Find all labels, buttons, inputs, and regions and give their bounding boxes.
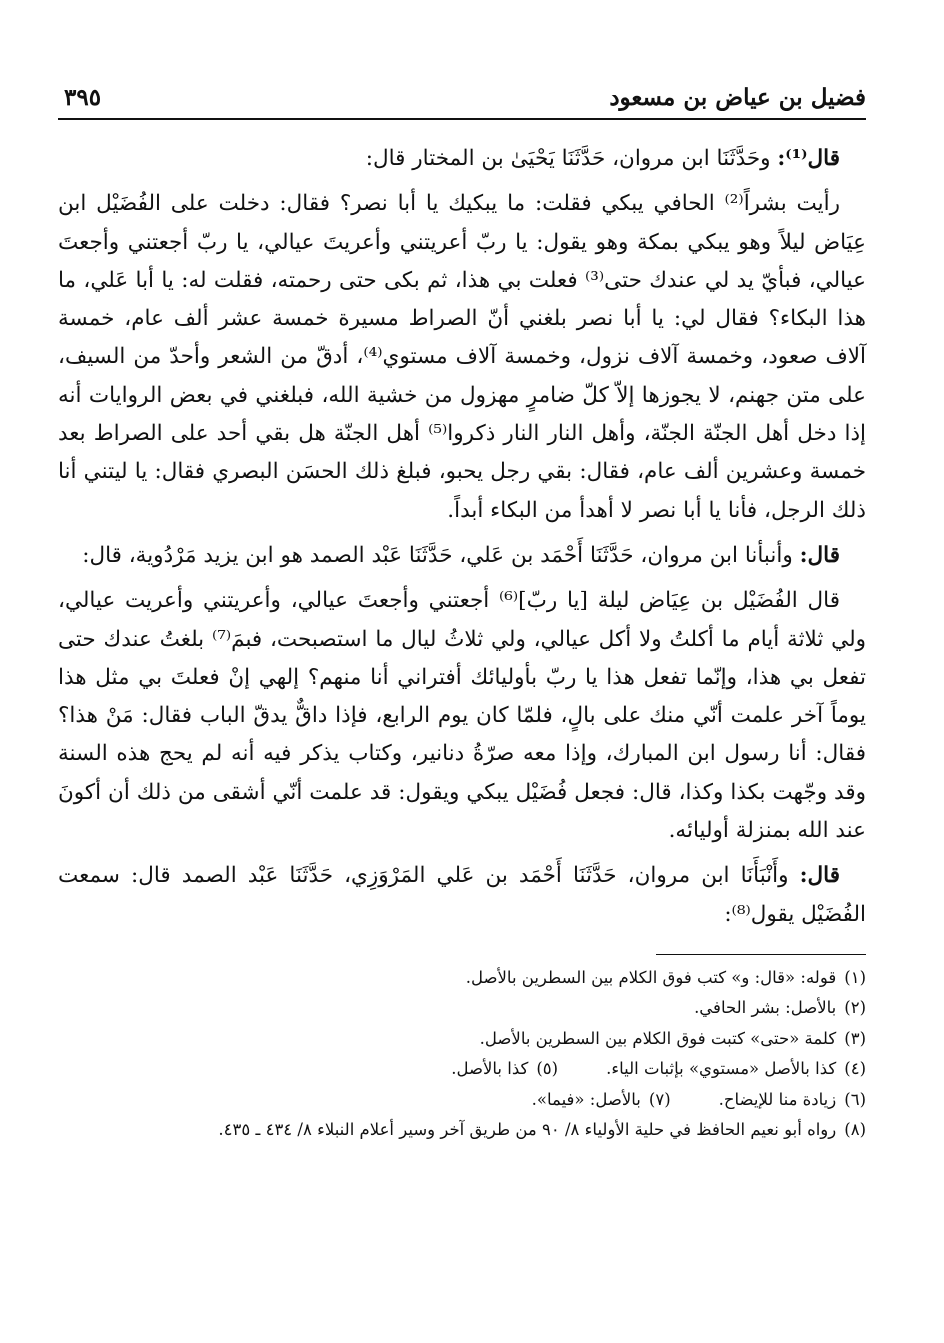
paragraph-text: قال الفُضَيْل بن عِيَاض ليلة [يا ربّ]⁽⁶⁾ أجعتني وأجعتَ عيالي، وأعريتني وأعريت عيالي، ولي ثلاثة أيام ما أكلتُ ولا أكل عيالي، ولي ثلاثُ ليال ما استصبحت، فبمَ⁽⁷⁾ بلغتُ عندك حتى تفعل بي هذا، وإنّما تفعل هذا يا ربّ بأوليائك أفتراني أنا منهم؟ إلهي إنْ فعلتَ بي مثل هذا يوماً آخر علمت أنّي منك على بالٍ، فلمّا كان يوم الرابع، فإذا داقٌّ يدقّ الباب فقال: مَنْ هذا؟ فقال: أنا رسول ابن المبارك، وإذا معه صرّةُ دنانير، وكتاب يذكر فيه أنه لم يحج هذه السنة وقد وجّهت بكذا وكذا، قال: فجعل فُضَيْل يبكي ويقول: قد علمت أنّي أشقى من ذلك أن أكونَ عند الله بمنزلة أوليائه. <box>58 588 866 844</box>
footnote-text: زيادة منا للإيضاح. <box>718 1089 837 1109</box>
footnote-number: (٥) <box>536 1059 559 1079</box>
paragraph <box>58 185 866 530</box>
footnote-text: قوله: «قال: و» كتب فوق الكلام بين السطرين بالأصل. <box>465 967 837 987</box>
footnote-number: (٦) <box>844 1089 866 1109</box>
footnote-text: كلمة «حتى» كتبت فوق الكلام بين السطرين بالأصل. <box>479 1028 837 1048</box>
paragraph <box>58 537 866 575</box>
footnote-number: (٣) <box>844 1028 866 1048</box>
paragraph-text: وأنبأنا ابن مروان، حَدَّثَنَا أَحْمَد بن عَلي، حَدَّثَنَا عَبْد الصمد هو ابن يزيد مَرْدُوية، قال: <box>82 542 800 568</box>
footnote-text: كذا بالأصل. <box>451 1059 529 1079</box>
footnote-divider <box>656 954 866 955</box>
page <box>58 78 866 1146</box>
paragraph-text: وحَدَّثَنَا ابن مروان، حَدَّثَنَا يَحْيَىٰ بن المختار قال: <box>365 146 778 171</box>
footnote-text: كذا بالأصل «مستوي» بإثبات الياء. <box>606 1059 837 1079</box>
paragraph-text: وأَنْبَأَنَا ابن مروان، حَدَّثَنَا أَحْمَد بن عَلي المَرْوَزِي، حَدَّثَنَا عَبْد الصمد قال: سمعت الفُضَيْل يقول⁽⁸⁾: <box>58 863 866 927</box>
footnote-text: بالأصل: بشر الحافي. <box>694 998 837 1018</box>
footnote <box>58 1115 866 1146</box>
footnote-number: (٤) <box>844 1059 866 1079</box>
paragraph-text: رأيت بشراً⁽²⁾ الحافي يبكي فقلت: ما يبكيك يا أبا نصر؟ فقال: دخلت على الفُضَيْل ابن عِيَاض ليلاً وهو يبكي بمكة وهو يقول: يا ربّ أعريتني وأعريتَ عيالي، يا ربّ أجعتني وأجعتَ عيالي، فبأيّ يد لي عندك حتى⁽³⁾ فعلت بي هذا، ثم بكى حتى رحمته، فقلت له: يا أبا عَلي، ما هذا البكاء؟ فقال لي: يا أبا نصر بلغني أنّ الصراط مسيرة خمسة عشر ألف عام، خمسة آلاف صعود، وخمسة آلاف نزول، وخمسة آلاف مستوي⁽⁴⁾، أدقّ من الشعر وأحدّ من السيف، على متن جهنم، لا يجوزها إلاّ كلّ ضامرٍ مهزول من خشية الله، فبلغني في بعض الروايات أنه إذا دخل أهل الجنّة الجنّة، وأهل النار النار ذكروا⁽⁵⁾ أهل الجنّة هل بقي أحد على الصراط بعد خمسة وعشرين ألف عام، فقال: بقي رجل يحبو، فبلغ ذلك الحسَن البصري فقال: يا ليتني أنا ذلك الرجل، فأنا يا أبا نصر لا أهدأ من البكاء أبداً. <box>58 191 867 523</box>
paragraph-lead: قال: <box>799 863 840 889</box>
paragraph <box>58 857 866 934</box>
footnote <box>58 963 866 994</box>
footnote <box>58 993 866 1024</box>
header-title: فضيل بن عياض بن مسعود <box>609 84 866 111</box>
footnote-number: (٧) <box>648 1089 671 1109</box>
footnote-number: (١) <box>844 967 866 987</box>
main-text <box>58 140 866 934</box>
paragraph <box>58 140 866 178</box>
footnote <box>58 1054 866 1085</box>
footnotes <box>58 963 866 1146</box>
footnote-text: بالأصل: «فيما». <box>531 1089 641 1109</box>
paragraph-lead: قال: <box>799 542 840 568</box>
paragraph-lead: قال⁽¹⁾: <box>777 146 840 171</box>
footnote-number: (٨) <box>844 1120 866 1140</box>
paragraph <box>58 582 866 850</box>
footnote <box>58 1024 866 1055</box>
footnote <box>58 1085 866 1116</box>
page-number: ٣٩٥ <box>64 84 102 111</box>
running-header <box>58 78 866 120</box>
footnote-number: (٢) <box>844 998 866 1018</box>
footnote-text: رواه أبو نعيم الحافظ في حلية الأولياء ٨/ ٩٠ من طريق آخر وسير أعلام النبلاء ٨/ ٤٣٤ ـ ٤٣٥. <box>218 1120 837 1140</box>
